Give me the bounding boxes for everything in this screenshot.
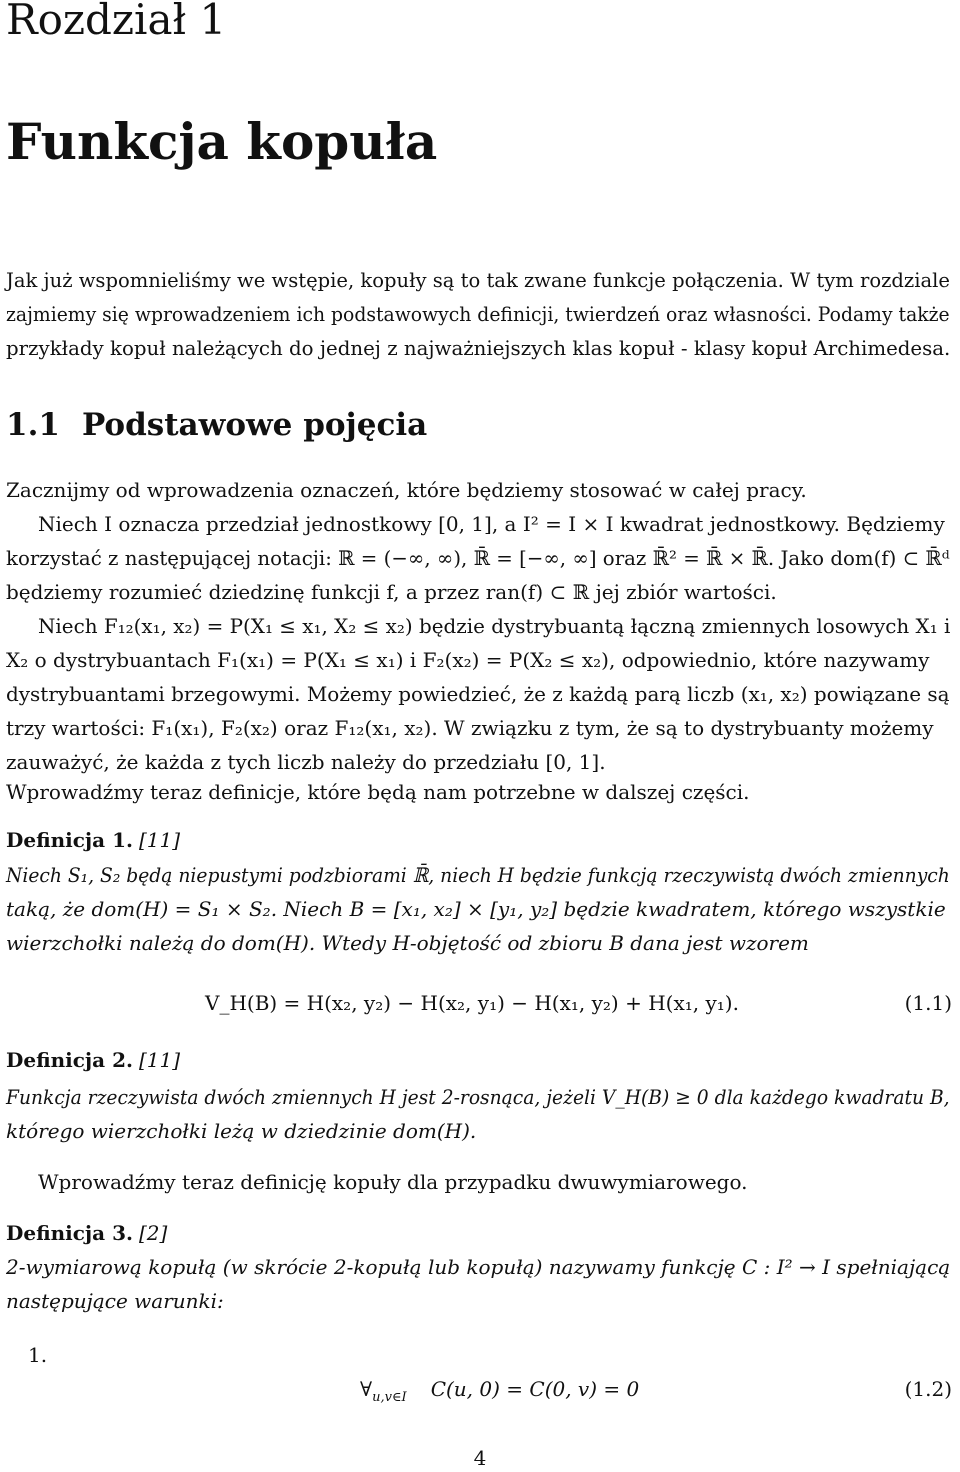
quantifier-subscript: u,v∈I: [372, 1390, 407, 1405]
chapter-label: Rozdział 1: [6, 0, 227, 44]
equation-number: (1.1): [904, 991, 952, 1015]
equation: C(u, 0) = C(0, v) = 0: [430, 1377, 640, 1401]
chapter-title: Funkcja kopuła: [6, 112, 438, 171]
definition-heading: [6, 1218, 167, 1248]
equation: V_H(B) = H(x₂, y₂) − H(x₂, y₁) − H(x₁, y₂) + H(x₁, y₁).: [205, 991, 739, 1015]
definition-label: Definicja 2.: [6, 1048, 133, 1072]
quantified-equation: [360, 1374, 639, 1404]
paragraph-line: trzy wartości: F₁(x₁), F₂(x₂) oraz F₁₂(x₁, x₂). W związku z tym, że są to dystrybuanty możemy: [6, 716, 934, 740]
definition-line: następujące warunki:: [6, 1289, 224, 1313]
definition-label: Definicja 1.: [6, 828, 133, 852]
definition-line: wierzchołki należą do dom(H). Wtedy H-objętość od zbioru B dana jest wzorem: [6, 931, 809, 955]
paragraph-line: Wprowadźmy teraz definicję kopuły dla przypadku dwuwymiarowego.: [38, 1170, 748, 1194]
definition-heading: [6, 825, 180, 855]
definition-label: Definicja 3.: [6, 1221, 133, 1245]
section-title: Podstawowe pojęcia: [81, 407, 428, 443]
paragraph-line: X₂ o dystrybuantach F₁(x₁) = P(X₁ ≤ x₁) i F₂(x₂) = P(X₂ ≤ x₂), odpowiednio, które nazywamy: [6, 648, 930, 672]
intro-line: zajmiemy się wprowadzeniem ich podstawowych definicji, twierdzeń oraz własności. Podamy także: [6, 302, 950, 326]
page-number: 4: [473, 1446, 487, 1470]
paragraph-line: Niech F₁₂(x₁, x₂) = P(X₁ ≤ x₁, X₂ ≤ x₂) będzie dystrybuantą łączną zmiennych losowych X₁ i: [38, 614, 951, 638]
paragraph-line: Wprowadźmy teraz definicje, które będą nam potrzebne w dalszej części.: [6, 780, 750, 804]
paragraph-line: Niech I oznacza przedział jednostkowy [0, 1], a I² = I × I kwadrat jednostkowy. Będziemy: [38, 512, 945, 536]
intro-line: przykłady kopuł należących do jednej z najważniejszych klas kopuł - klasy kopuł Archimedesa.: [6, 336, 951, 360]
intro-line: Jak już wspomnieliśmy we wstępie, kopuły są to tak zwane funkcje połączenia. W tym rozdziale: [6, 268, 950, 292]
definition-line: którego wierzchołki leżą w dziedzinie dom(H).: [6, 1119, 477, 1143]
paragraph-line: dystrybuantami brzegowymi. Możemy powiedzieć, że z każdą parą liczb (x₁, x₂) powiązane są: [6, 682, 950, 706]
definition-line: Funkcja rzeczywista dwóch zmiennych H jest 2-rosnąca, jeżeli V_H(B) ≥ 0 dla każdego kwadratu B,: [6, 1085, 950, 1109]
equation-number: (1.2): [904, 1377, 952, 1401]
paragraph-line: korzystać z następującej notacji: ℝ = (−∞, ∞), ℝ̄ = [−∞, ∞] oraz ℝ̄² = ℝ̄ × ℝ̄. Jako dom(f) ⊂ ℝ̄ᵈ: [6, 546, 950, 570]
section-number: 1.1: [6, 407, 60, 443]
section-heading: [6, 405, 427, 445]
definition-line: Niech S₁, S₂ będą niepustymi podzbiorami ℝ̄, niech H będzie funkcją rzeczywistą dwóch zmiennych: [6, 863, 950, 887]
definition-line: 2-wymiarową kopułą (w skrócie 2-kopułą lub kopułą) nazywamy funkcję C : I² → I spełniającą: [6, 1255, 951, 1279]
list-item-number: 1.: [28, 1343, 48, 1367]
definition-citation: [2]: [138, 1221, 168, 1245]
definition-citation: [11]: [138, 1048, 181, 1072]
definition-line: taką, że dom(H) = S₁ × S₂. Niech B = [x₁, x₂] × [y₁, y₂] będzie kwadratem, którego wszystkie: [6, 897, 946, 921]
definition-heading: [6, 1045, 180, 1075]
paragraph-line: Zacznijmy od wprowadzenia oznaczeń, które będziemy stosować w całej pracy.: [6, 478, 807, 502]
paragraph-line: będziemy rozumieć dziedzinę funkcji f, a przez ran(f) ⊂ ℝ jej zbiór wartości.: [6, 580, 777, 604]
forall-symbol: ∀: [360, 1377, 373, 1401]
paragraph-line: zauważyć, że każda z tych liczb należy do przedziału [0, 1].: [6, 750, 606, 774]
definition-citation: [11]: [138, 828, 181, 852]
